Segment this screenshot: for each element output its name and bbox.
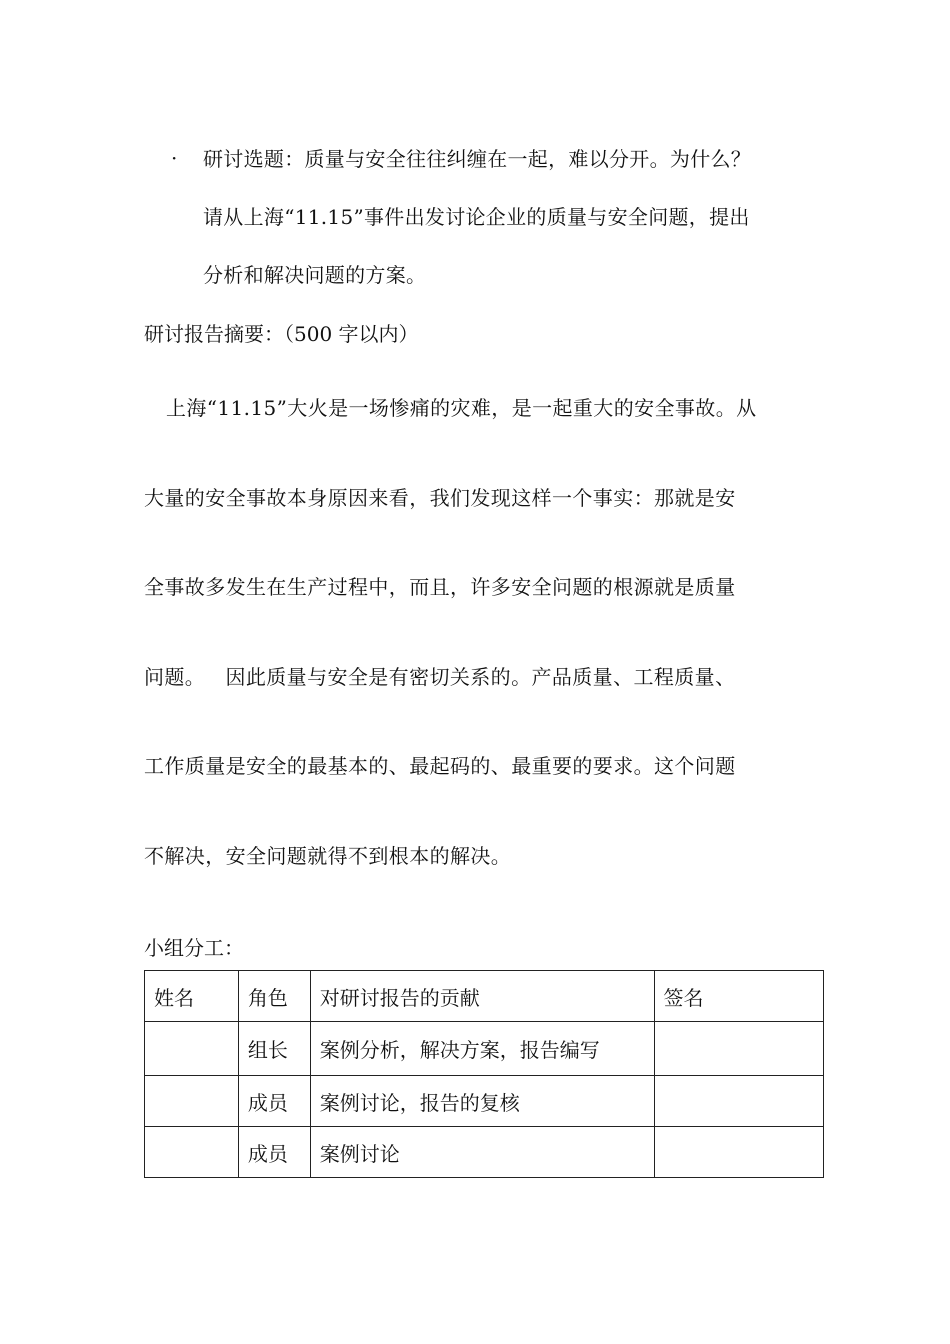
cell-contribution: 案例讨论，报告的复核 — [310, 1076, 654, 1127]
cell-signature — [654, 1022, 823, 1076]
table-row — [145, 1022, 824, 1076]
cell-role: 组长 — [238, 1022, 310, 1076]
abstract-body — [144, 388, 814, 925]
abstract-line: 上海“11.15”大火是一场惨痛的灾难，是一起重大的安全事故。从 — [166, 396, 757, 420]
topic-line: 研讨选题：质量与安全往往纠缠在一起，难以分开。为什么？ — [203, 147, 752, 171]
header-signature: 签名 — [654, 971, 823, 1022]
bullet-dot-icon: · — [171, 146, 178, 170]
abstract-line: 问题。 因此质量与安全是有密切关系的。产品质量、工程质量、 — [144, 664, 736, 689]
table-row — [145, 1127, 824, 1178]
abstract-label: 研讨报告摘要：（500 字以内） — [144, 322, 419, 346]
cell-contribution: 案例讨论 — [310, 1127, 654, 1178]
header-name: 姓名 — [145, 971, 239, 1022]
topic-line: 请从上海“11.15”事件出发讨论企业的质量与安全问题，提出 — [203, 205, 750, 229]
topic-text — [203, 130, 803, 304]
abstract-line: 大量的安全事故本身原因来看，我们发现这样一个事实：那就是安 — [144, 485, 736, 510]
cell-name — [145, 1127, 239, 1178]
group-division-table — [144, 970, 824, 1178]
abstract-line: 工作质量是安全的最基本的、最起码的、最重要的要求。这个问题 — [144, 754, 736, 778]
group-division-label: 小组分工： — [144, 936, 244, 960]
abstract-line: 不解决，安全问题就得不到根本的解决。 — [144, 843, 512, 868]
header-role: 角色 — [238, 971, 310, 1022]
cell-role: 成员 — [238, 1076, 310, 1127]
table-row — [145, 1076, 824, 1127]
abstract-line: 全事故多发生在生产过程中，而且，许多安全问题的根源就是质量 — [144, 575, 736, 599]
header-contribution: 对研讨报告的贡献 — [310, 971, 654, 1022]
topic-line: 分析和解决问题的方案。 — [203, 263, 427, 287]
cell-role: 成员 — [238, 1127, 310, 1178]
cell-signature — [654, 1127, 823, 1178]
cell-name — [145, 1076, 239, 1127]
table-header-row — [145, 971, 824, 1022]
cell-name — [145, 1022, 239, 1076]
cell-contribution: 案例分析，解决方案，报告编写 — [310, 1022, 654, 1076]
cell-signature — [654, 1076, 823, 1127]
